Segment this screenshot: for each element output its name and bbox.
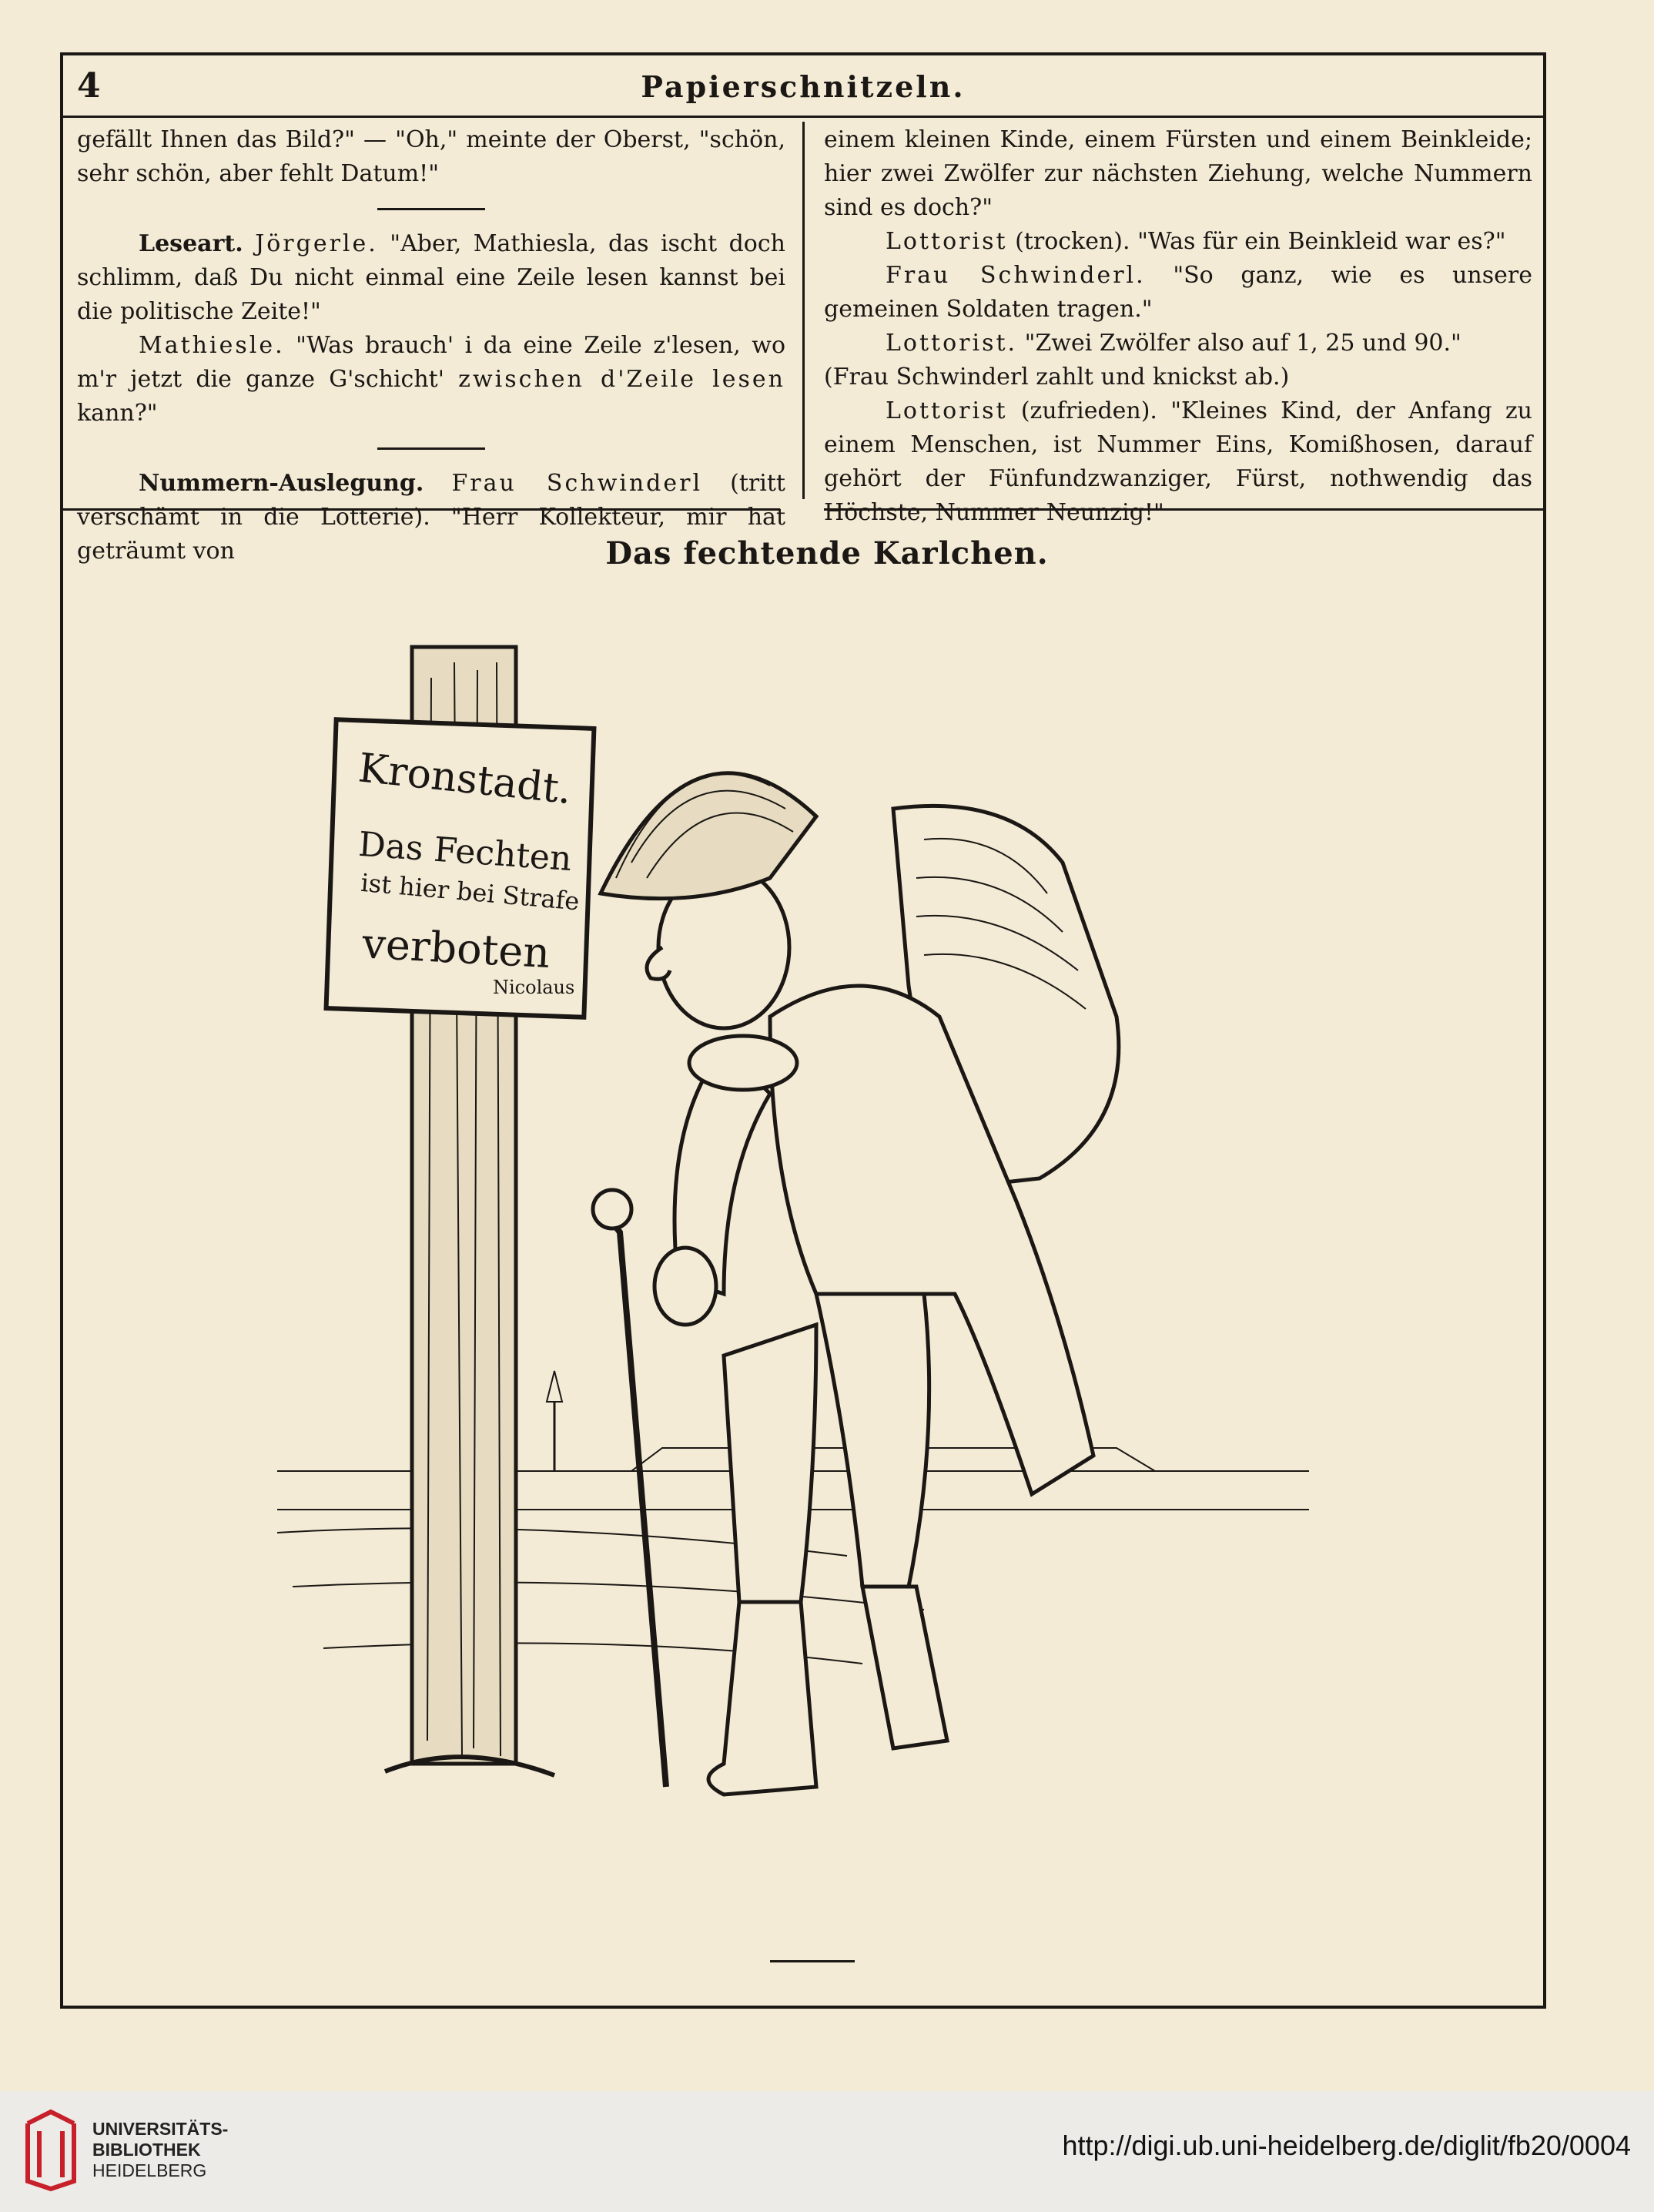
dialogue-text: "Was brauch' i da eine Zeile z'lesen, wo m'r jetzt die ganze G'schicht' xyxy=(77,332,785,393)
university-library-logo xyxy=(20,2108,82,2193)
institution-line-1: UNIVERSITÄTS- xyxy=(92,2119,229,2139)
soldier-figure xyxy=(593,773,1119,1795)
text-bottom-rule xyxy=(824,508,1546,511)
page-header xyxy=(60,66,1546,112)
sign-text-verboten: verboten xyxy=(360,919,551,978)
speaker-name: Lottorist xyxy=(886,397,1008,424)
institution-line-2: BIBLIOTHEK xyxy=(92,2140,201,2160)
speaker-name: Jörgerle. xyxy=(255,230,378,257)
right-paragraph-3 xyxy=(824,259,1532,327)
caricature-illustration xyxy=(231,585,1348,1925)
right-paragraph-5: (Frau Schwinderl zahlt und knickst ab.) xyxy=(824,364,1290,390)
page-number: 4 xyxy=(77,66,101,106)
running-title: Papierschnitzeln. xyxy=(641,69,966,104)
institution-name xyxy=(92,2119,228,2181)
section-divider xyxy=(377,208,485,210)
section-heading-leseart: Leseart. xyxy=(139,230,243,257)
speaker-name: Lottorist xyxy=(886,228,1008,255)
text-bottom-rule xyxy=(60,508,780,511)
column-divider xyxy=(802,122,805,499)
dialogue-text: "So ganz, wie es unsere gemeinen Soldaten tragen." xyxy=(824,262,1532,323)
sign-text-kronstadt: Kronstadt. xyxy=(356,745,574,814)
left-paragraph-3 xyxy=(77,329,785,431)
dialogue-text: "Zwei Zwölfer also auf 1, 25 und 90." xyxy=(1024,330,1461,357)
header-rule xyxy=(60,116,1546,118)
illustration-bottom-rule xyxy=(770,1960,855,1962)
institution-line-3: HEIDELBERG xyxy=(92,2160,207,2180)
right-paragraph-1: einem kleinen Kinde, einem Fürsten und einem Beinkleide; hier zwei Zwölfer zur nächsten Ziehung, welche Nummern sind es doch?" xyxy=(824,126,1532,221)
dialogue-text: kann?" xyxy=(77,400,158,427)
emphasis-text: zwischen d'Zeile lesen xyxy=(458,366,786,393)
section-heading-nummern: Nummern-Auslegung. xyxy=(139,470,424,497)
speaker-name: Frau Schwinderl xyxy=(451,470,703,497)
speaker-name: Frau Schwinderl. xyxy=(886,262,1146,289)
left-paragraph-1: gefällt Ihnen das Bild?" — "Oh," meinte der Oberst, "schön, sehr schön, aber fehlt Datum!" xyxy=(77,126,785,187)
section-divider xyxy=(377,447,485,450)
right-paragraph-4 xyxy=(824,327,1532,360)
speaker-name: Mathiesle. xyxy=(139,332,285,359)
dialogue-text: (trocken). "Was für ein Beinkleid war es?" xyxy=(1015,228,1506,255)
library-footer-bar xyxy=(0,2091,1654,2212)
right-column xyxy=(824,123,1532,530)
sign-text-strafe: ist hier bei Strafe xyxy=(360,867,581,917)
sign-text-das-fechten: Das Fechten xyxy=(357,824,574,880)
permalink-url[interactable]: http://digi.ub.uni-heidelberg.de/diglit/fb20/0004 xyxy=(1062,2130,1631,2161)
dialogue-text: (tritt verschämt in die Lotterie). "Herr Kollekteur, mir hat geträumt von xyxy=(77,470,785,565)
dialogue-text: (zufrieden). "Kleines Kind, der Anfang zu einem Menschen, ist Nummer Eins, Komißhosen, darauf gehört der Fünfundzwanziger, Fürst, nothwendig das Höchste, Nummer Neunzig!" xyxy=(824,397,1532,526)
left-paragraph-2 xyxy=(77,227,785,329)
right-paragraph-2 xyxy=(824,225,1532,259)
speaker-name: Lottorist. xyxy=(886,330,1018,357)
illustration-title: Das fechtende Karlchen. xyxy=(605,535,1049,571)
dialogue-text: "Aber, Mathiesla, das ischt doch schlimm, daß Du nicht einmal eine Zeile lesen kannst bei die politische Zeite!" xyxy=(77,230,785,325)
left-column xyxy=(77,123,785,568)
sign-signature: Nicolaus xyxy=(493,977,575,998)
signpost xyxy=(326,647,594,1775)
